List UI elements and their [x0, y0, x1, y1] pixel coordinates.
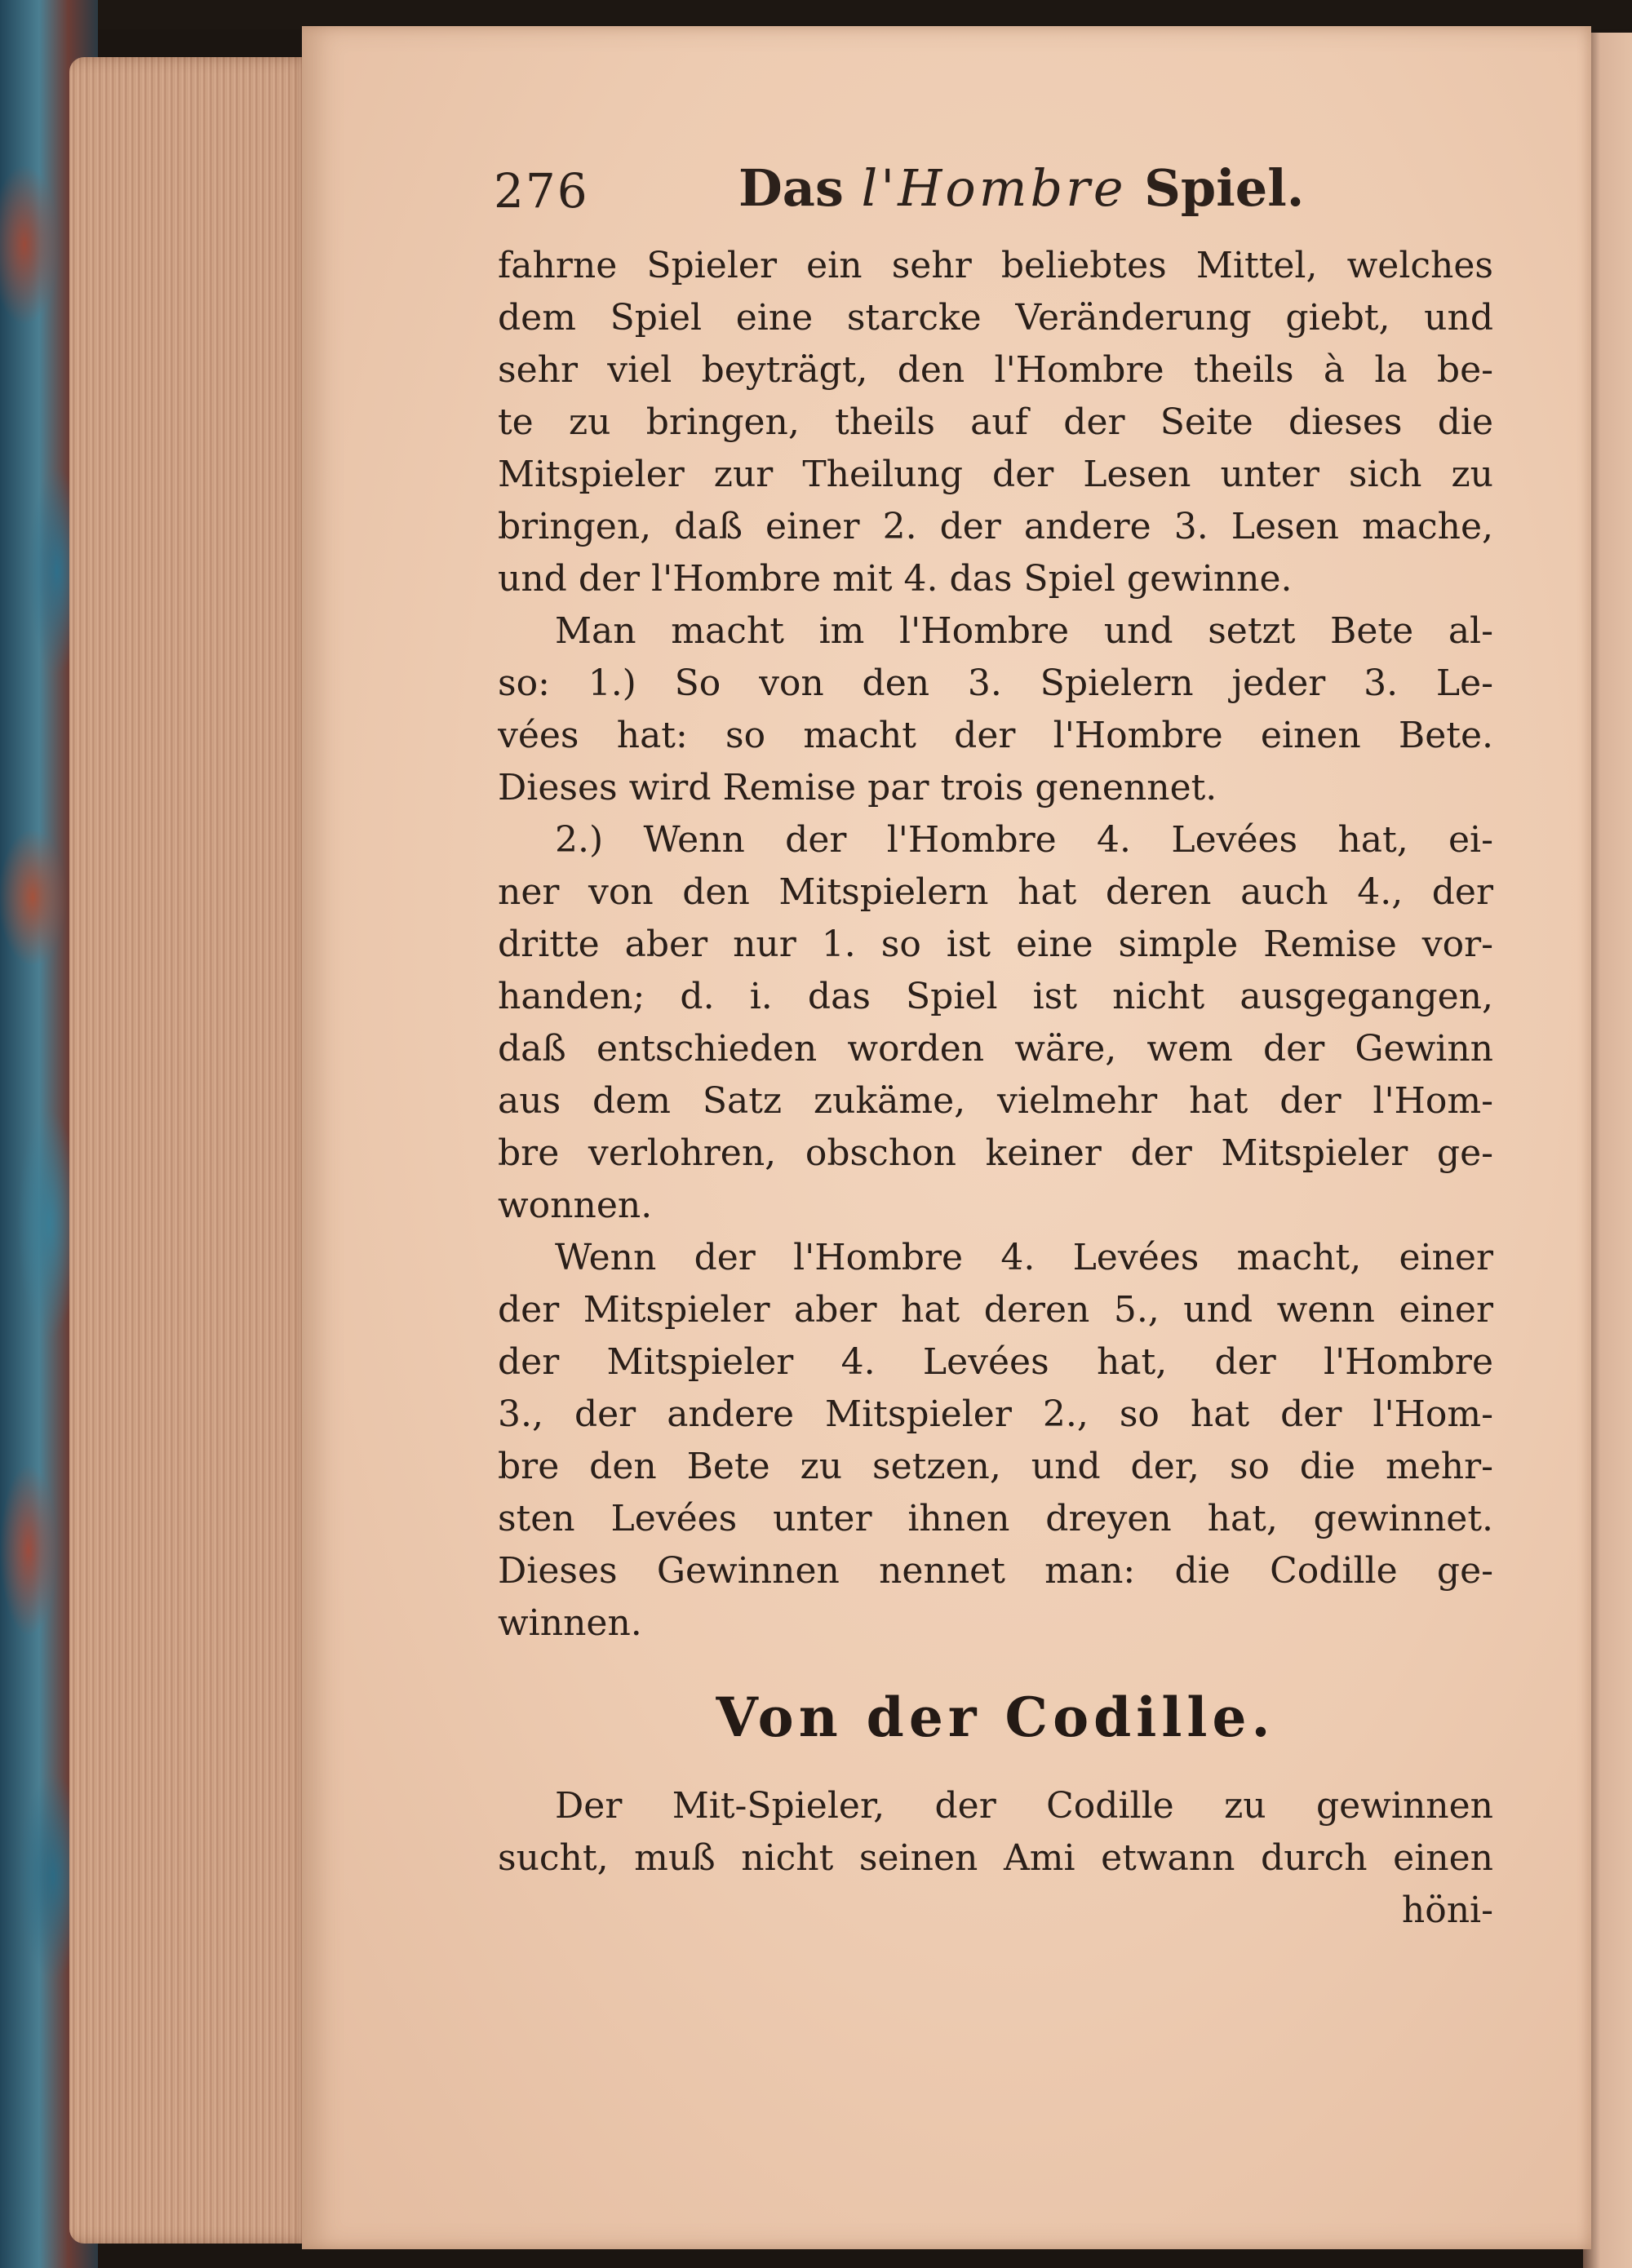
- text-line: Man macht im l'Hombre und setzt Bete al-: [555, 610, 1493, 652]
- text-line: vées hat: so macht der l'Hombre einen Bete.: [498, 715, 1493, 756]
- text-line: fahrne Spieler ein sehr beliebtes Mittel, welches: [498, 245, 1493, 286]
- text-line: 3., der andere Mitspieler 2., so hat der l'Hom-: [498, 1393, 1493, 1435]
- text-line: Mitspieler zur Theilung der Lesen unter sich zu: [498, 454, 1493, 495]
- text-line: und der l'Hombre mit 4. das Spiel gewinne.: [498, 558, 1293, 600]
- text-line: sten Levées unter ihnen dreyen hat, gewinnet.: [498, 1498, 1493, 1539]
- text-line: Dieses Gewinnen nennet man: die Codille ge-: [498, 1550, 1493, 1592]
- text-line: Wenn der l'Hombre 4. Levées macht, einer: [555, 1237, 1493, 1278]
- background-shadow: [0, 0, 1632, 29]
- running-title-prefix: Das: [738, 158, 862, 218]
- text-line: der Mitspieler aber hat deren 5., und wenn einer: [498, 1289, 1493, 1331]
- text-line: bringen, daß einer 2. der andere 3. Lesen mache,: [498, 506, 1493, 547]
- running-title-italic: l'Hombre: [861, 158, 1127, 218]
- text-line: so: 1.) So von den 3. Spielern jeder 3. Le-: [498, 662, 1493, 704]
- text-line: te zu bringen, theils auf der Seite dieses die: [498, 401, 1493, 443]
- book-page: [302, 26, 1591, 2249]
- page-edges: [69, 57, 314, 2244]
- text-line: Dieses wird Remise par trois genennet.: [498, 767, 1217, 808]
- text-line: 2.) Wenn der l'Hombre 4. Levées hat, ei-: [555, 819, 1493, 861]
- text-line: handen; d. i. das Spiel ist nicht ausgegangen,: [498, 976, 1493, 1017]
- text-line: ner von den Mitspielern hat deren auch 4., der: [498, 871, 1493, 913]
- running-title-suffix: Spiel.: [1126, 158, 1305, 218]
- text-line: daß entschieden worden wäre, wem der Gewinn: [498, 1028, 1493, 1070]
- running-title: [738, 158, 1304, 218]
- text-line: dem Spiel eine starcke Veränderung giebt, und: [498, 297, 1493, 339]
- section-title: Von der Codille.: [716, 1685, 1275, 1749]
- text-line: aus dem Satz zukäme, vielmehr hat der l'Hom-: [498, 1080, 1493, 1122]
- text-line: wonnen.: [498, 1185, 653, 1226]
- text-line: winnen.: [498, 1602, 642, 1644]
- text-line: sehr viel beyträgt, den l'Hombre theils à la be-: [498, 349, 1493, 391]
- text-line: bre den Bete zu setzen, und der, so die mehr-: [498, 1446, 1493, 1487]
- text-line: sucht, muß nicht seinen Ami etwann durch einen: [498, 1837, 1493, 1879]
- text-line: dritte aber nur 1. so ist eine simple Remise vor-: [498, 924, 1493, 965]
- text-line: der Mitspieler 4. Levées hat, der l'Hombre: [498, 1341, 1493, 1383]
- text-line: bre verlohren, obschon keiner der Mitspieler ge-: [498, 1132, 1493, 1174]
- page-number: 276: [494, 163, 589, 219]
- catchword: höni-: [1401, 1889, 1493, 1931]
- running-header: [494, 148, 1506, 238]
- text-line: Der Mit-Spieler, der Codille zu gewinnen: [555, 1785, 1493, 1827]
- body-text: [498, 240, 1493, 1937]
